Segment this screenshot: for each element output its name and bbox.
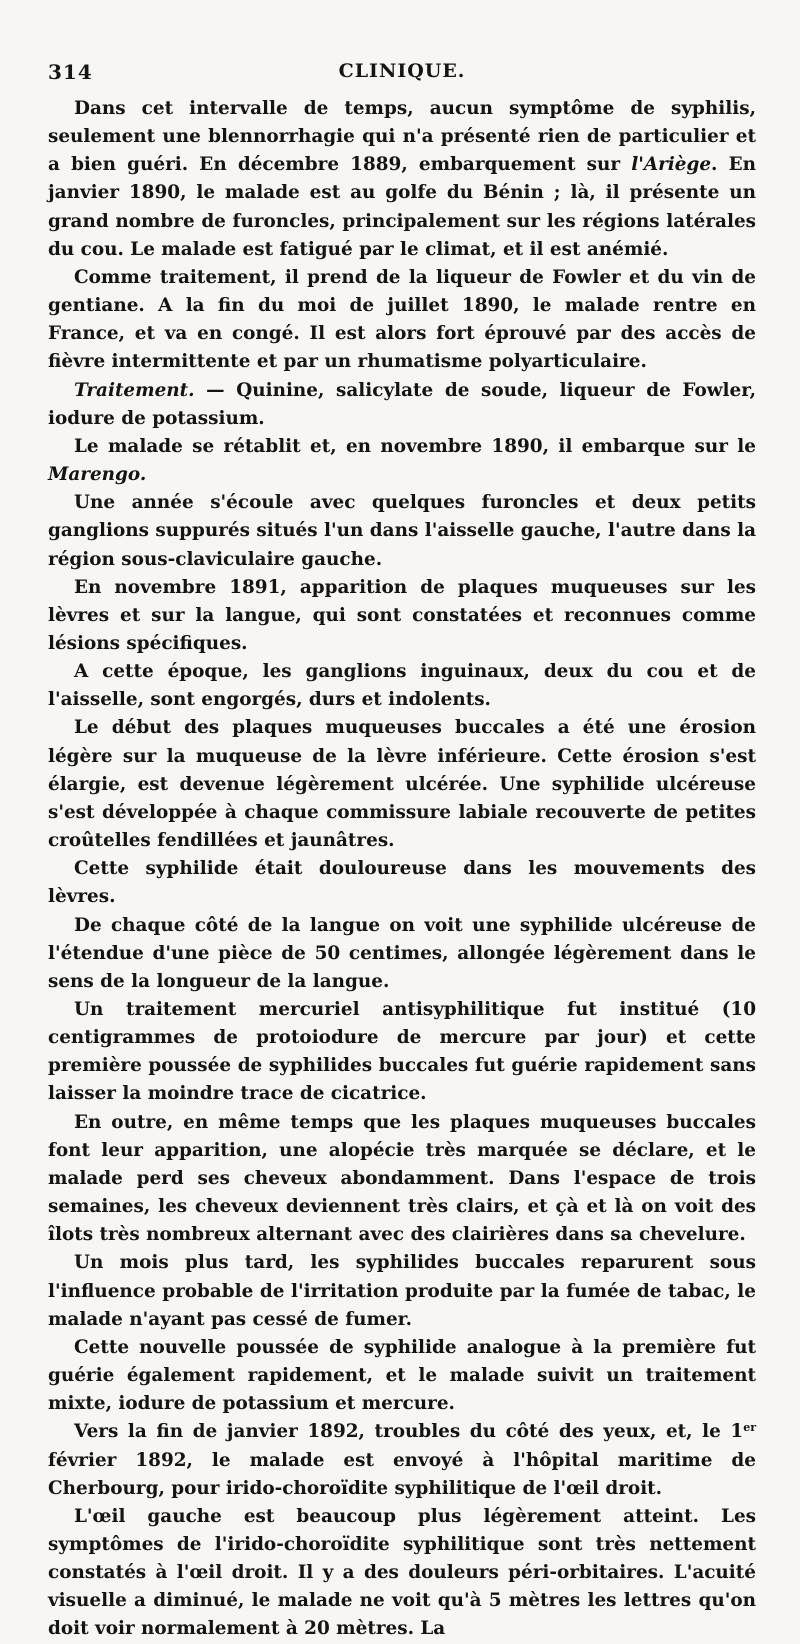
paragraph — [48, 1249, 756, 1333]
text-run: Dans cet intervalle de temps, aucun symptôme de syphilis, seulement une blennorrhagie qui n'a présenté rien de particulier et a bien guéri. En décembre 1889, embarquement sur — [48, 98, 756, 176]
italic-text: Marengo. — [48, 464, 147, 486]
text-run: Cette syphilide était douloureuse dans les mouvements des lèvres. — [48, 858, 756, 908]
paragraph — [48, 912, 756, 996]
paragraph — [48, 264, 756, 377]
text-run: En novembre 1891, apparition de plaques muqueuses sur les lèvres et sur la langue, qui sont constatées et reconnues comme lésions spécifiques. — [48, 576, 756, 654]
paragraph — [48, 1334, 756, 1418]
italic-text: Traitement. — [74, 379, 195, 401]
text-run: En outre, en même temps que les plaques muqueuses buccales font leur apparition, une alopécie très marquée se déclare, et le malade perd ses cheveux abondamment. Dans l'espace de trois semaines, les cheveux deviennent très clairs, et çà et là on voit des îlots très nombreux alternant avec des clairières dans sa chevelure. — [48, 1111, 756, 1246]
paragraph — [48, 1418, 756, 1502]
text-body — [48, 95, 756, 1644]
paragraph — [48, 855, 756, 911]
italic-text: l'Ariège — [631, 154, 712, 176]
text-run: Cette nouvelle poussée de syphilide analogue à la première fut guérie également rapidement, et le malade suivit un traitement mixte, iodure de potassium et mercure. — [48, 1336, 756, 1415]
text-run: Le malade se rétablit et, en novembre 1890, il embarque sur le — [74, 435, 756, 457]
running-title: CLINIQUE. — [338, 60, 466, 82]
paragraph — [48, 95, 756, 264]
page-number: 314 — [48, 60, 93, 84]
text-run: A cette époque, les ganglions inguinaux, deux du cou et de l'aisselle, sont engorgés, durs et indolents. — [48, 661, 756, 711]
text-run: Un mois plus tard, les syphilides buccales reparurent sous l'influence probable de l'irritation produite par la fumée de tabac, le malade n'ayant pas cessé de fumer. — [48, 1252, 756, 1330]
paragraph — [48, 658, 756, 714]
text-run: Une année s'écoule avec quelques furoncles et deux petits ganglions suppurés situés l'un dans l'aisselle gauche, l'autre dans la région sous-claviculaire gauche. — [48, 492, 756, 570]
paragraph — [48, 996, 756, 1109]
paragraph — [48, 1503, 756, 1644]
paragraph — [48, 489, 756, 573]
paragraph — [48, 1109, 756, 1250]
text-run: Comme traitement, il prend de la liqueur de Fowler et du vin de gentiane. A la fin du moi de juillet 1890, le malade rentre en France, et va en congé. Il est alors fort éprouvé par des accès de fièvre intermittente et par un rhumatisme polyarticulaire. — [48, 266, 756, 373]
text-run: De chaque côté de la langue on voit une syphilide ulcéreuse de l'étendue d'une pièce de 50 centimes, allongée légèrement dans le sens de la longueur de la langue. — [48, 914, 756, 992]
text-run: . En janvier 1890, le malade est au golfe du Bénin ; là, il présente un grand nombre de furoncles, principalement sur les régions latérales du cou. Le malade est fatigué par le climat, et il est anémié. — [48, 154, 756, 260]
paragraph — [48, 714, 756, 855]
page-header — [48, 60, 756, 88]
superscript: er — [743, 1421, 756, 1435]
text-run: février 1892, le malade est envoyé à l'hôpital maritime de Cherbourg, pour irido-choroïdite syphilitique de l'œil droit. — [48, 1449, 756, 1499]
paragraph — [48, 433, 756, 489]
text-run: — Quinine, salicylate de soude, liqueur de Fowler, iodure de potassium. — [48, 379, 756, 429]
paragraph — [48, 377, 756, 433]
text-run: Le début des plaques muqueuses buccales a été une érosion légère sur la muqueuse de la lèvre inférieure. Cette érosion s'est élargie, est devenue légèrement ulcérée. Une syphilide ulcéreuse s'est développée à chaque commissure labiale recouverte de petites croûtelles fendillées et jaunâtres. — [48, 717, 756, 852]
text-run: L'œil gauche est beaucoup plus légèrement atteint. Les symptômes de l'irido-choroïdite syphilitique sont très nettement constatés à l'œil droit. Il y a des douleurs péri-orbitaires. L'acuité visuelle a diminué, le malade ne voit qu'à 5 mètres les lettres qu'on doit voir normalement à 20 mètres. La — [48, 1505, 756, 1640]
text-run: Un traitement mercuriel antisyphilitique fut institué (10 centigrammes de protoiodure de mercure par jour) et cette première poussée de syphilides buccales fut guérie rapidement sans laisser la moindre trace de cicatrice. — [48, 999, 756, 1105]
paragraph — [48, 574, 756, 658]
text-run: Vers la fin de janvier 1892, troubles du côté des yeux, et, le 1 — [74, 1421, 744, 1443]
